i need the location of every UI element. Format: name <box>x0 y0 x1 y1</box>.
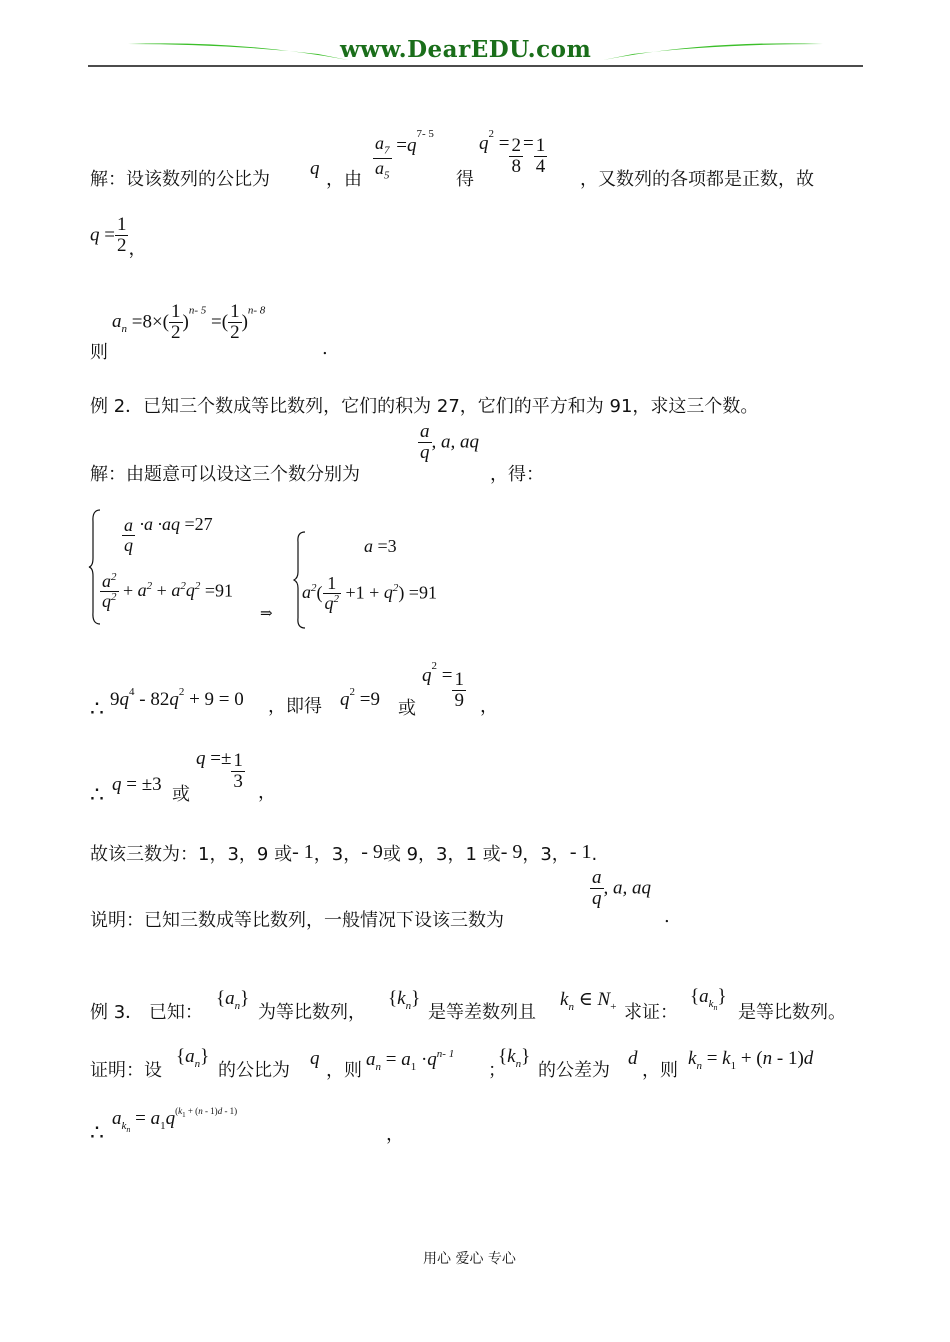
text: 得 <box>456 169 474 190</box>
site-logo: www.DearEDU.com <box>340 36 592 63</box>
text: 解：由题意可以设这三个数分别为 <box>90 464 360 485</box>
equation-system: $\frac{a}{q}$ ·a ·aq =27 $\frac{a^2}{q^2}$ + $a^2 + a^2q^2 =91$ ⇒ a =3 $a^2$( $\frac{1}{q^2}$ $+1 + q^2) =91$ <box>88 508 488 628</box>
text: ，又数列的各项都是正数，故 <box>580 169 814 190</box>
math-an: $a_n =8\times$( $\frac{1}{2}$ )$^{n- 5}$ =( $\frac{1}{2}$ )$^{n- 8}$ <box>112 301 266 343</box>
math-ratio: $\frac{a_7}{a_5}$ $=q^{7- 5}$ <box>375 128 434 182</box>
math-aq: $\frac{a}{q}$ , a, aq <box>420 421 479 463</box>
header-banner <box>88 30 863 68</box>
q-value-line: q = $\frac{1}{2}$ ， <box>90 214 147 260</box>
math-q2: $q^2$ = $\frac{2}{8}$ = $\frac{1}{4}$ <box>479 128 546 177</box>
text: 则 <box>90 342 108 363</box>
text: ，得： <box>490 464 544 485</box>
answer-line: 故该三数为：1，3，9 或- 1，3，- 9或 9，3，1 或- 9，3，- 1. <box>90 841 598 865</box>
text: 解：设该数列的公比为 <box>90 169 270 190</box>
footer: 用心 爱心 专心 <box>423 1251 516 1267</box>
math-q: q <box>310 158 320 179</box>
example2: 例 2．已知三个数成等比数列，它们的积为 27，它们的平方和为 91，求这三个数。 <box>90 396 759 417</box>
text: . <box>322 338 328 359</box>
implies-arrow-icon: ⇒ <box>260 606 273 622</box>
text: ，由 <box>326 169 362 190</box>
